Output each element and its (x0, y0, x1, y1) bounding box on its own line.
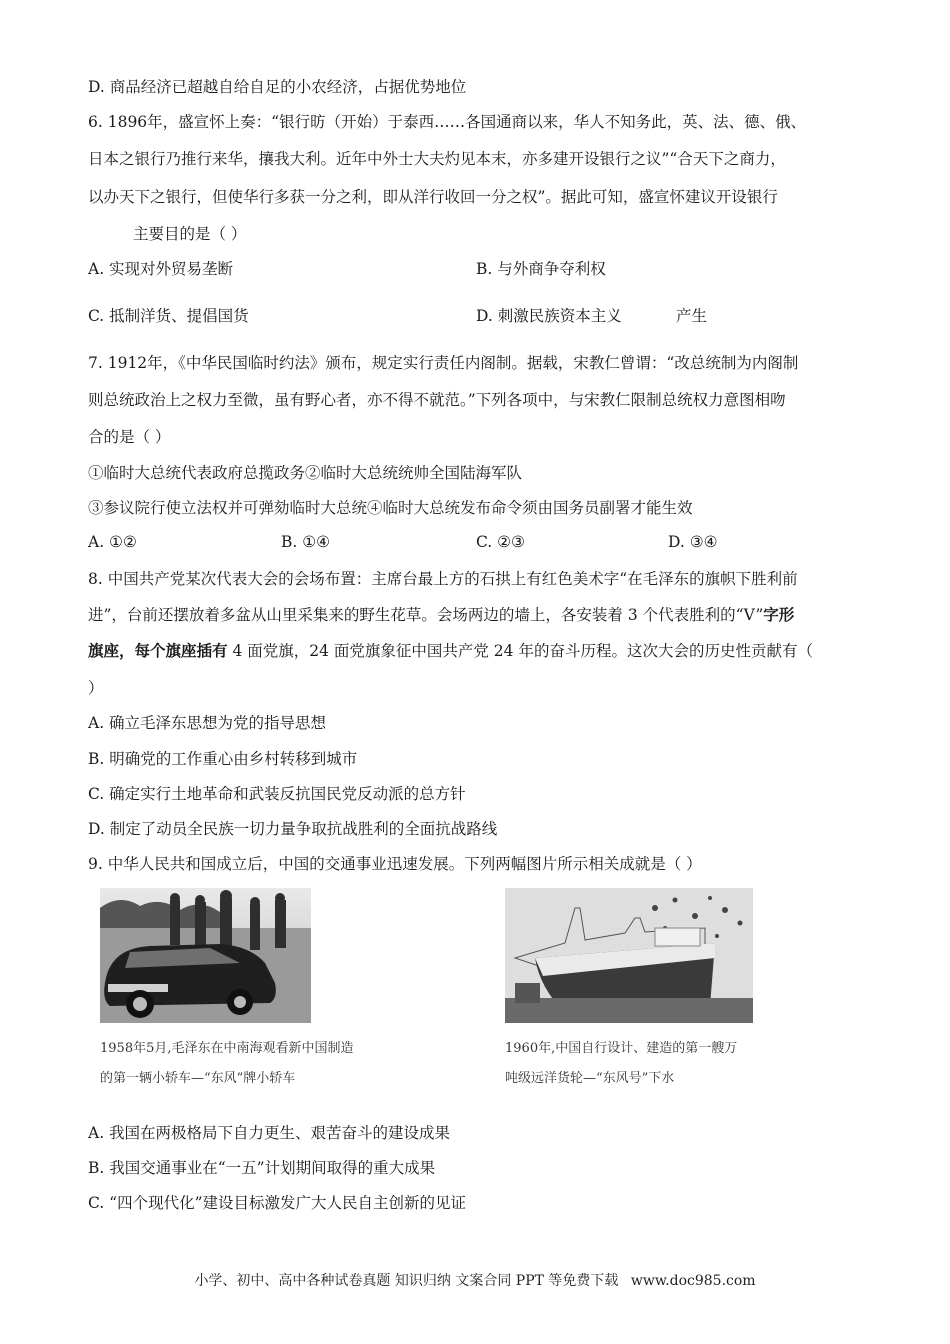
q8-option-b: B. 明确党的工作重心由乡村转移到城市 (88, 750, 358, 768)
q6-option-c: C. 抵制洋货、提倡国货 (88, 307, 249, 325)
q9-option-c: C. “四个现代化”建设目标激发广大人民自主创新的见证 (88, 1194, 467, 1212)
photo-dongfeng-car (100, 888, 311, 1023)
question-8-line-3-bold: 旗座，每个旗座插有 (88, 642, 228, 660)
question-7-line-2: 则总统政治上之权力至微，虽有野心者，亦不得不就范。”下列各项中，与宋教仁限制总统权力意图相吻 (88, 391, 786, 409)
question-8-line-1: 8. 中国共产党某次代表大会的会场布置：主席台最上方的石拱上有红色美术字“在毛泽东的旗帜下胜利前 (88, 570, 798, 588)
question-7-line-3: 合的是（ ） (88, 428, 171, 446)
q6-option-a: A. 实现对外贸易垄断 (88, 260, 234, 278)
photo-2-caption-line-2: 吨级远洋货轮—“东风号”下水 (505, 1071, 675, 1086)
q7-option-b: B. ①④ (281, 533, 331, 551)
photo-1-caption-line-2: 的第一辆小轿车—“东风”牌小轿车 (100, 1071, 296, 1086)
question-6-line-4: 主要目的是（ ） (133, 225, 247, 243)
question-8-line-2 (88, 604, 794, 626)
q8-option-d: D. 制定了动员全民族一切力量争取抗战胜利的全面抗战路线 (88, 820, 498, 838)
question-9-line-1: 9. 中华人民共和国成立后，中国的交通事业迅速发展。下列两幅图片所示相关成就是（ ） (88, 855, 702, 873)
q6-option-b: B. 与外商争夺利权 (476, 260, 606, 278)
q7-option-a: A. ①② (88, 533, 137, 551)
q8-option-c: C. 确定实行土地革命和武装反抗国民党反动派的总方针 (88, 785, 466, 803)
q6-option-d: D. 刺激民族资本主义 (476, 307, 622, 325)
question-6-line-3: 以办天下之银行，但使华行多获一分之利，即从洋行收回一分之权”。据此可知，盛宣怀建议开设银行 (88, 188, 778, 206)
footer-url[interactable]: www.doc985.com (630, 1273, 756, 1289)
photo-dongfeng-ship (505, 888, 753, 1023)
question-8-line-3 (88, 640, 813, 662)
q8-option-a: A. 确立毛泽东思想为党的指导思想 (88, 714, 327, 732)
question-7-items-3-4: ③参议院行使立法权并可弹劾临时大总统④临时大总统发布命令须由国务员副署才能生效 (88, 499, 693, 517)
question-7-items-1-2: ①临时大总统代表政府总揽政务②临时大总统统帅全国陆海军队 (88, 464, 523, 482)
question-7-line-1: 7. 1912年，《中华民国临时约法》颁布，规定实行责任内阁制。据载，宋教仁曾谓：“改总统制为内阁制 (88, 354, 799, 372)
photo-1-caption-line-1: 1958年5月,毛泽东在中南海观看新中国制造 (100, 1041, 354, 1056)
photo-2-caption-line-1: 1960年,中国自行设计、建造的第一艘万 (505, 1041, 738, 1056)
question-8-line-2-bold: 字形 (763, 606, 795, 624)
question-8-line-3-text: 4 面党旗，24 面党旗象征中国共产党 24 年的奋斗历程。这次大会的历史性贡献有（ (227, 642, 813, 660)
question-8-line-4: ） (88, 679, 104, 697)
q9-option-b: B. 我国交通事业在“一五”计划期间取得的重大成果 (88, 1159, 436, 1177)
question-6-line-1: 6. 1896年，盛宣怀上奏：“银行昉（开始）于泰西……各国通商以来，华人不知务此，英、法、德、俄、 (88, 113, 807, 131)
page-footer (0, 1270, 950, 1290)
car-photo-illustration (100, 888, 311, 1023)
q9-option-a: A. 我国在两极格局下自力更生、艰苦奋斗的建设成果 (88, 1124, 451, 1142)
ship-photo-illustration (505, 888, 753, 1023)
footer-text: 小学、初中、高中各种试卷真题 知识归纳 文案合同 PPT 等免费下载 (194, 1273, 619, 1289)
option-d-previous: D. 商品经济已超越自给自足的小农经济，占据优势地位 (88, 78, 467, 96)
q7-option-d: D. ③④ (668, 533, 718, 551)
question-8-line-2-text: 进”，台前还摆放着多盆从山里采集来的野生花草。会场两边的墙上，各安装着 3 个代表胜利的“V” (88, 606, 764, 624)
q6-option-d-tail: 产生 (676, 307, 708, 325)
question-6-line-2: 日本之银行乃推行来华，攘我大利。近年中外士大夫灼见本末，亦多建开设银行之议”“合天下之商力， (88, 150, 786, 168)
q7-option-c: C. ②③ (476, 533, 525, 551)
